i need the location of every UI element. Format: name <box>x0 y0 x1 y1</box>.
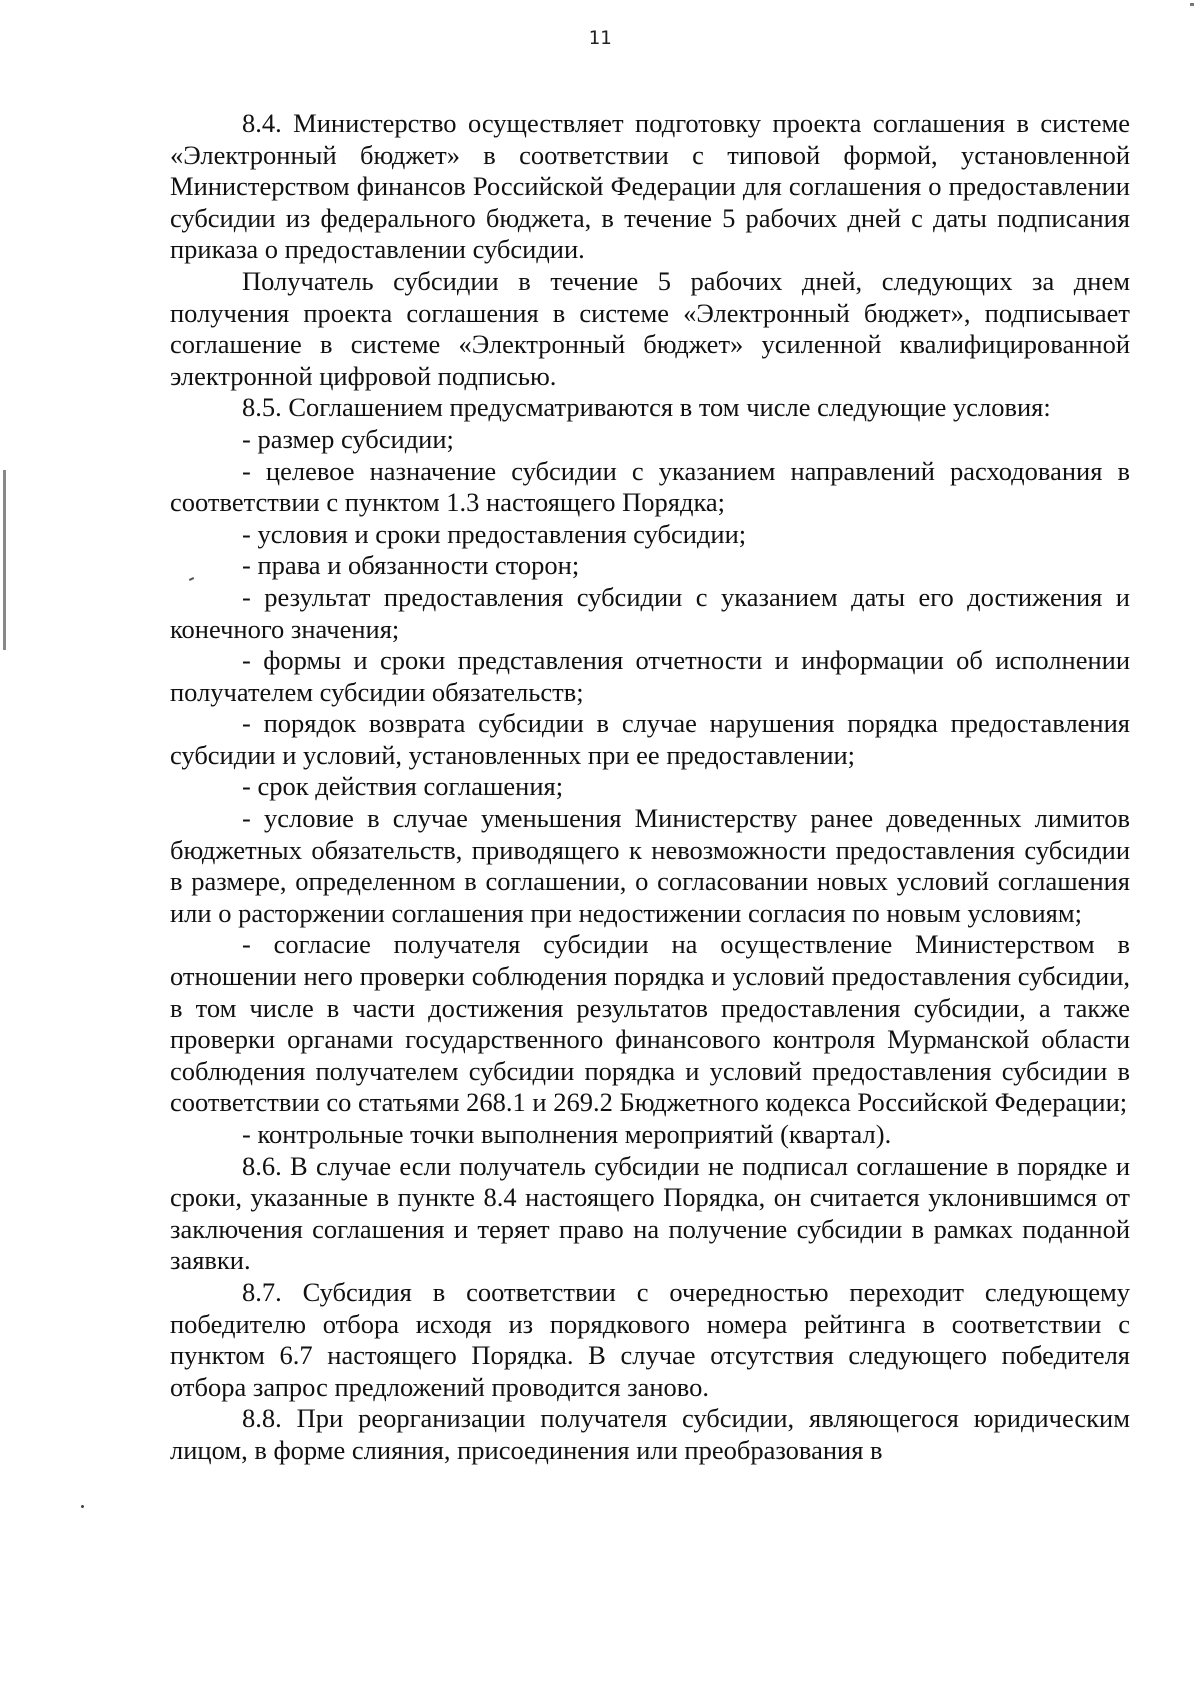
scan-dot <box>81 1505 84 1508</box>
scan-corner-mark <box>1190 3 1194 6</box>
paragraph-recipient-signs: Получатель субсидии в течение 5 рабочих дней, следующих за днем получения проекта соглашения в системе «Электронный бюджет», подписывает соглашение в системе «Электронный бюджет» усиленной квалифицированной электронной цифровой подписью. <box>170 265 1130 391</box>
paragraph-8-8: 8.8. При реорганизации получателя субсидии, являющегося юридическим лицом, в форме слияния, присоединения или преобразования в <box>170 1403 1130 1465</box>
list-item-conditions-terms: - условия и сроки предоставления субсидии; <box>242 518 747 549</box>
paragraph-8-7: 8.7. Субсидия в соответствии с очередностью переходит следующему победителю отбора исходя из порядкового номера рейтинга в соответствии с пунктом 6.7 настоящего Порядка. В случае отсутствия следующего победителя отбора запрос предложений проводится заново. <box>170 1276 1130 1402</box>
list-item-purpose: - целевое назначение субсидии с указанием направлений расходования в соответствии с пунктом 1.3 настоящего Порядка; <box>170 455 1130 518</box>
list-item-refund-procedure: - порядок возврата субсидии в случае нарушения порядка предоставления субсидии и условий, установленных при ее предоставлении; <box>170 708 1130 770</box>
paragraph-8-5: 8.5. Соглашением предусматриваются в том числе следующие условия: <box>242 392 1051 423</box>
list-item-rights-duties: - права и обязанности сторон; <box>242 550 580 581</box>
list-item-checkpoints: - контрольные точки выполнения мероприятий (квартал). <box>242 1119 892 1149</box>
list-item-limits-reduction: - условие в случае уменьшения Министерству ранее доведенных лимитов бюджетных обязательств, приводящего к невозможности предоставления субсидии в размере, определенном в соглашении, о согласовании новых условий соглашения или о расторжении соглашения при недостижении согласия по новым условиям; <box>170 803 1130 928</box>
list-item-subsidy-size: - размер субсидии; <box>242 423 454 454</box>
paragraph-8-4: 8.4. Министерство осуществляет подготовку проекта соглашения в системе «Электронный бюджет» в соответствии с типовой формой, установленной Министерством финансов Российской Федерации для соглашения о предоставлении субсидии из федерального бюджета, в течение 5 рабочих дней с даты подписания приказа о предоставлении субсидии. <box>170 108 1130 265</box>
scan-edge-mark <box>3 470 6 650</box>
paragraph-8-6: 8.6. В случае если получатель субсидии не подписал соглашение в порядке и сроки, указанные в пункте 8.4 настоящего Порядка, он считается уклонившимся от заключения соглашения и теряет право на получение субсидии в рамках поданной заявки. <box>170 1150 1130 1276</box>
document-body <box>170 108 1130 1467</box>
page-number: 11 <box>588 27 612 49</box>
list-item-audit-consent: - согласие получателя субсидии на осуществление Министерством в отношении него проверки соблюдения порядка и условий предоставления субсидии, в том числе в части достижения результатов предоставления субсидии, а также проверки органами государственного финансового контроля Мурманской области соблюдения получателем субсидии порядка и условий предоставления субсидии в соответствии со статьями 268.1 и 269.2 Бюджетного кодекса Российской Федерации; <box>170 929 1130 1118</box>
list-item-result: - результат предоставления субсидии с указанием даты его достижения и конечного значения; <box>170 581 1130 644</box>
list-item-validity: - срок действия соглашения; <box>242 771 564 802</box>
list-item-reporting: - формы и сроки представления отчетности и информации об исполнении получателем субсидии обязательств; <box>170 645 1130 707</box>
